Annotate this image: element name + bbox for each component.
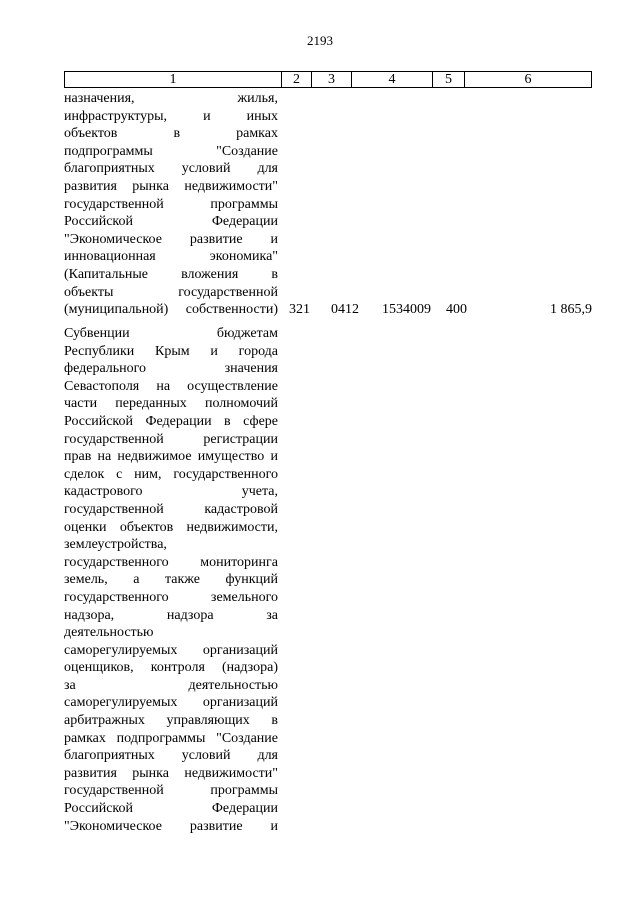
description-line: государственного мониторинга	[64, 554, 278, 570]
description-line: Субвенции бюджетам	[64, 326, 278, 341]
description-line: государственной регистрации	[64, 431, 278, 447]
description-line: назначения, жилья,	[64, 91, 278, 106]
description-line: прав на недвижимое имущество и	[64, 449, 278, 465]
description-line: инфраструктуры, и иных	[64, 108, 278, 124]
row-1-description	[64, 90, 278, 319]
description-line: арбитражных управляющих в	[64, 713, 278, 729]
description-line: инновационная экономика"	[64, 249, 278, 265]
row-1-col3: 0412	[331, 302, 359, 317]
description-line: Российской Федерации	[64, 801, 278, 817]
description-line: благоприятных условий для	[64, 161, 278, 177]
description-line: за деятельностью	[64, 677, 278, 693]
row-2-description	[64, 325, 278, 835]
description-line: деятельностью	[64, 625, 154, 641]
description-line: подпрограммы "Создание	[64, 143, 278, 159]
description-line: рамках подпрограммы "Создание	[64, 730, 278, 746]
header-col-6: 6	[524, 71, 532, 87]
description-line: части переданных полномочий	[64, 396, 278, 412]
description-line: "Экономическое развитие и	[64, 818, 278, 834]
row-1-col4: 1534009	[382, 302, 431, 317]
description-line: земель, а также функций	[64, 572, 278, 588]
description-line: развития рынка недвижимости"	[64, 765, 278, 781]
header-col-3: 3	[312, 72, 352, 87]
description-line: (муниципальной) собственности)	[64, 302, 278, 318]
description-line: государственной программы	[64, 783, 278, 799]
table-header	[64, 71, 592, 88]
description-line: (Капитальные вложения в	[64, 266, 278, 282]
row-1-col2: 321	[289, 302, 310, 317]
description-line: оценки объектов недвижимости,	[64, 519, 278, 535]
description-line: надзора, надзора за	[64, 607, 278, 623]
page-number: 2193	[307, 33, 333, 48]
header-col-4: 4	[352, 72, 433, 87]
description-line: благоприятных условий для	[64, 748, 278, 764]
header-col-1: 1	[65, 72, 282, 87]
description-line: Российской Федерации в сфере	[64, 413, 278, 429]
description-line: землеустройства,	[64, 537, 167, 553]
description-line: объекты государственной	[64, 284, 278, 300]
description-line: государственного земельного	[64, 589, 278, 605]
description-line: Российской Федерации	[64, 214, 278, 230]
description-line: саморегулируемых организаций	[64, 642, 278, 658]
description-line: развития рынка недвижимости"	[64, 178, 278, 194]
description-line: оценщиков, контроля (надзора)	[64, 660, 278, 676]
description-line: объектов в рамках	[64, 126, 278, 142]
row-1-col5: 400	[446, 302, 467, 317]
header-col-5: 5	[433, 72, 465, 87]
description-line: Республики Крым и города	[64, 343, 278, 359]
header-col-2: 2	[282, 72, 312, 87]
description-line: "Экономическое развитие и	[64, 231, 278, 247]
row-1-col6: 1 865,9	[550, 302, 592, 317]
description-line: кадастрового учета,	[64, 484, 278, 500]
description-line: Севастополя на осуществление	[64, 378, 278, 394]
description-line: сделок с ним, государственного	[64, 466, 278, 482]
description-line: саморегулируемых организаций	[64, 695, 278, 711]
description-line: государственной кадастровой	[64, 501, 278, 517]
description-line: государственной программы	[64, 196, 278, 212]
description-line: федерального значения	[64, 361, 278, 377]
